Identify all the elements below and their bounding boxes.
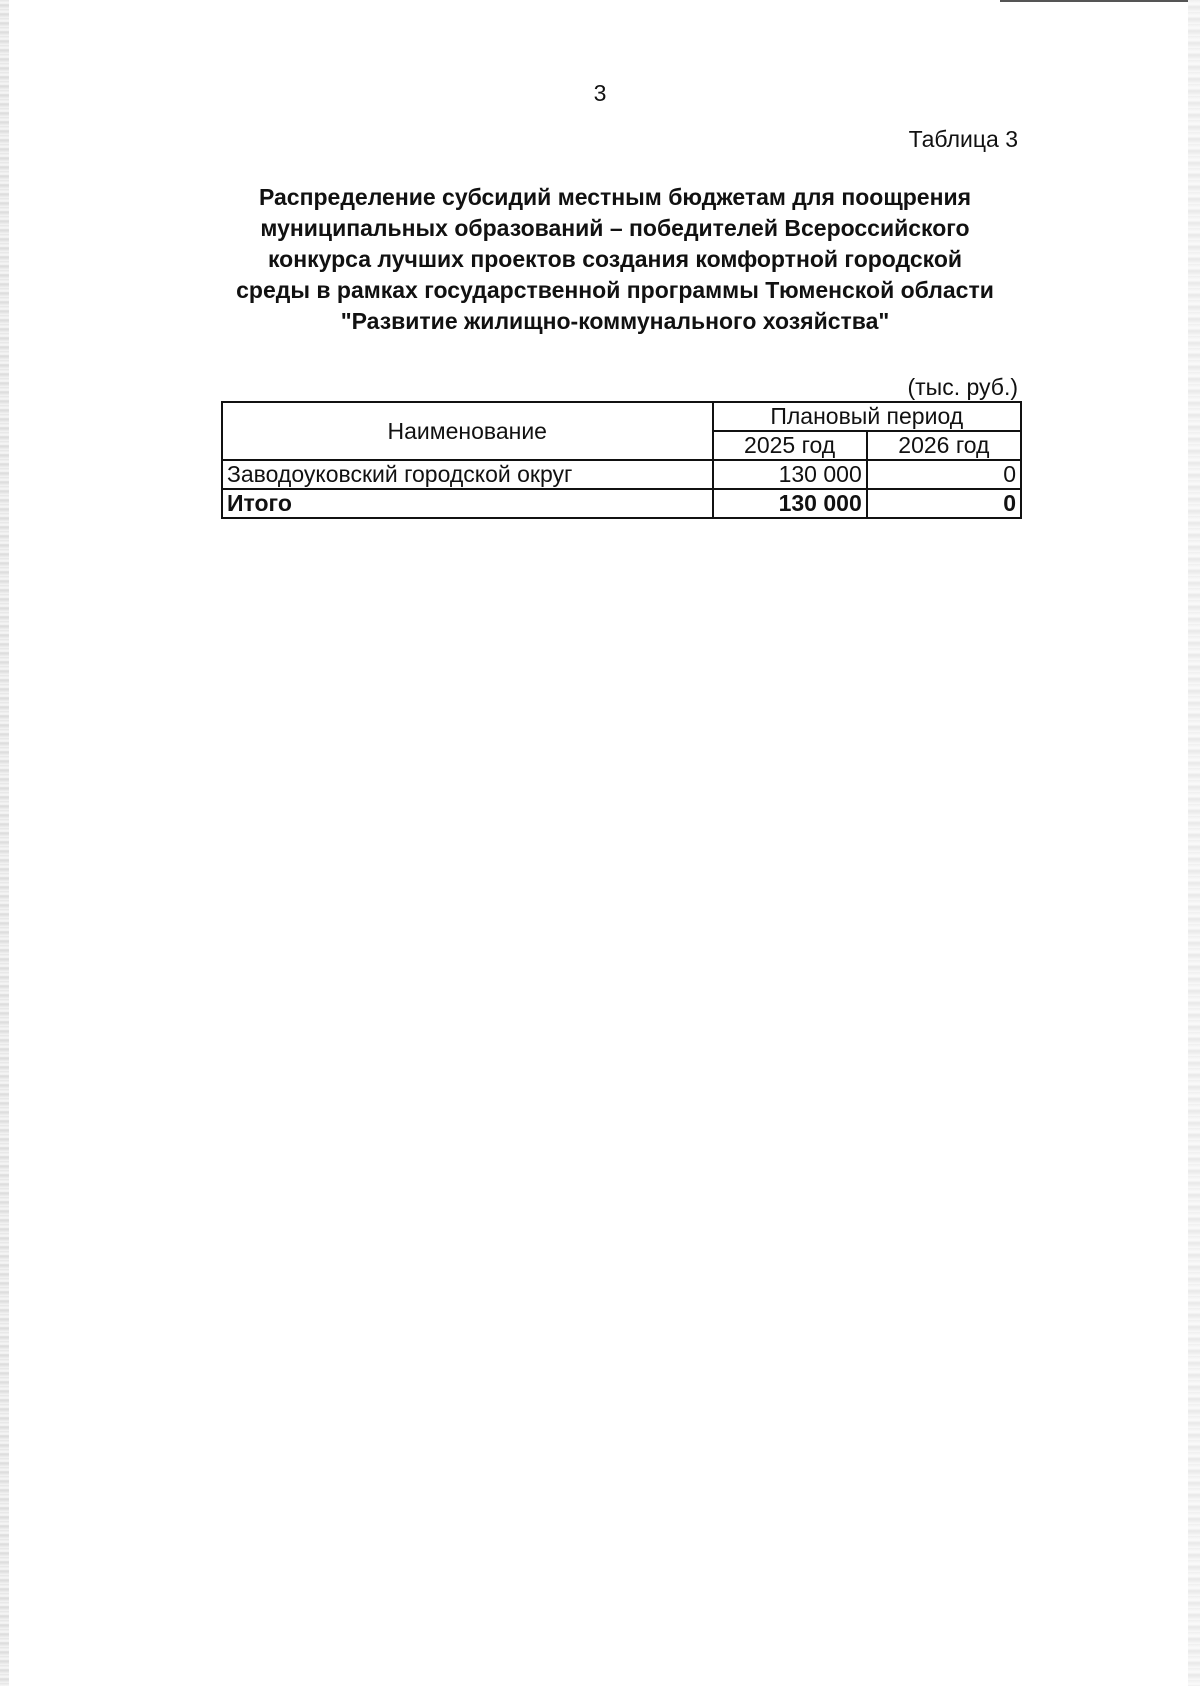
scan-edge-right bbox=[1188, 0, 1200, 1686]
scan-edge-top bbox=[1000, 0, 1188, 2]
total-value-2026: 0 bbox=[867, 489, 1021, 518]
row-value-2026: 0 bbox=[867, 460, 1021, 489]
table-label: Таблица 3 bbox=[908, 126, 1018, 152]
page-number: 3 bbox=[593, 80, 607, 106]
header-year-2025: 2025 год bbox=[713, 431, 867, 460]
row-name: Заводоуковский городской округ bbox=[222, 460, 713, 489]
title-line: конкурса лучших проектов создания комфортной городской bbox=[267, 246, 963, 272]
total-name: Итого bbox=[222, 489, 713, 518]
total-value-2025: 130 000 bbox=[713, 489, 867, 518]
header-name: Наименование bbox=[222, 402, 713, 460]
header-period: Плановый период bbox=[713, 402, 1022, 431]
table-total-row bbox=[222, 489, 1021, 518]
table-header-row bbox=[222, 402, 1021, 431]
title-line: Распределение субсидий местным бюджетам для поощрения bbox=[258, 184, 972, 210]
table-row bbox=[222, 460, 1021, 489]
row-value-2025: 130 000 bbox=[713, 460, 867, 489]
scan-edge-left bbox=[0, 0, 9, 1686]
document-title bbox=[210, 182, 1020, 337]
title-line: среды в рамках государственной программы Тюменской области bbox=[236, 277, 994, 303]
units-label: (тыс. руб.) bbox=[907, 374, 1018, 400]
title-line: муниципальных образований – победителей Всероссийского bbox=[260, 215, 970, 241]
subsidy-table bbox=[221, 401, 1022, 519]
header-year-2026: 2026 год bbox=[867, 431, 1021, 460]
title-line: "Развитие жилищно-коммунального хозяйства" bbox=[340, 308, 890, 334]
